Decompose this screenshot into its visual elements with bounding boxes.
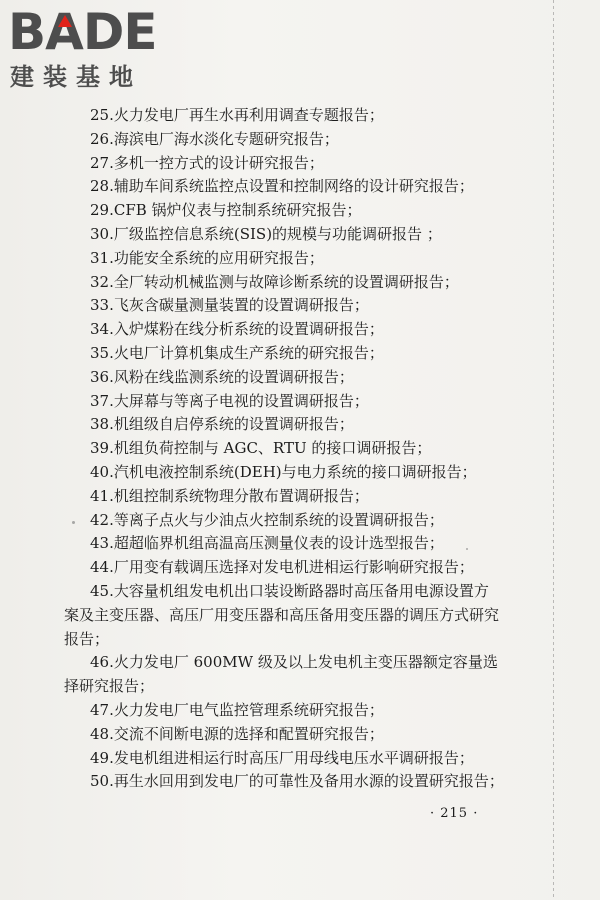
- item-number: 36: [90, 367, 110, 386]
- report-item: [0, 104, 520, 128]
- item-number: 41: [90, 486, 110, 505]
- item-text: 火电厂计算机集成生产系统的研究报告；: [113, 343, 384, 362]
- item-text: 再生水回用到发电厂的可靠性及备用水源的设置研究报告；: [113, 772, 504, 791]
- item-number-dot: .: [109, 320, 114, 339]
- item-number-dot: .: [109, 581, 114, 600]
- item-number: 32: [90, 272, 110, 291]
- item-number-dot: .: [109, 724, 114, 743]
- report-item: [0, 485, 520, 509]
- report-item: [0, 532, 520, 556]
- logo-tagline: 建装基地: [10, 63, 142, 91]
- item-number: 26: [90, 129, 110, 148]
- report-item: [0, 437, 520, 461]
- item-number-dot: .: [109, 248, 114, 267]
- item-text: 等离子点火与少油点火控制系统的设置调研报告；: [113, 510, 444, 529]
- item-number-dot: .: [109, 700, 114, 719]
- item-text: 大容量机组发电机出口装设断路器时高压备用电源设置方案及主变压器、高压厂用变压器和高压备用变压器的调压方式研究报告；: [64, 581, 500, 648]
- item-number: 33: [90, 296, 110, 315]
- page-number: · 215 ·: [430, 806, 479, 821]
- item-number: 35: [90, 343, 110, 362]
- item-text: 火力发电厂再生水再利用调查专题报告；: [113, 106, 384, 124]
- item-number-dot: .: [109, 272, 114, 291]
- item-number: 37: [90, 391, 110, 410]
- item-number-dot: .: [109, 748, 114, 767]
- item-number: 48: [90, 724, 110, 743]
- report-item: [0, 413, 520, 437]
- scan-edge-line: [553, 0, 554, 900]
- logo-wordmark: B A DE: [8, 3, 157, 61]
- report-item: [0, 580, 499, 651]
- report-item: [0, 461, 520, 485]
- item-number: 31: [90, 248, 110, 267]
- report-item: [0, 128, 520, 152]
- item-number-dot: .: [109, 177, 114, 196]
- item-number-dot: .: [109, 510, 114, 529]
- item-number: 46: [90, 653, 110, 672]
- item-number-dot: .: [109, 296, 114, 315]
- report-item: [0, 152, 520, 176]
- item-text: 机组控制系统物理分散布置调研报告；: [113, 486, 369, 505]
- item-number: 30: [90, 224, 110, 243]
- report-item: [0, 247, 520, 271]
- item-text: 多机一控方式的设计研究报告；: [113, 153, 324, 172]
- item-number: 38: [90, 415, 110, 434]
- item-text: 风粉在线监测系统的设置调研报告；: [113, 367, 354, 386]
- item-number-dot: .: [109, 439, 114, 458]
- item-number-dot: .: [109, 129, 114, 148]
- item-text: 汽机电液控制系统(DEH)与电力系统的接口调研报告；: [113, 462, 477, 481]
- item-text: 机组级自启停系统的设置调研报告；: [113, 415, 354, 434]
- item-number-dot: .: [109, 224, 114, 243]
- item-text: 辅助车间系统监控点设置和控制网络的设计研究报告；: [113, 177, 474, 196]
- item-text: CFB 锅炉仪表与控制系统研究报告；: [113, 201, 362, 220]
- item-text: 机组负荷控制与 AGC、RTU 的接口调研报告；: [113, 439, 432, 458]
- item-number: 34: [90, 320, 110, 339]
- item-number: 50: [90, 772, 110, 791]
- item-number-dot: .: [109, 462, 114, 481]
- item-number: 45: [90, 581, 110, 600]
- item-text: 厂级监控信息系统(SIS)的规模与功能调研报告 ；: [113, 224, 442, 243]
- item-text: 海滨电厂海水淡化专题研究报告；: [113, 129, 339, 148]
- item-number-dot: .: [109, 534, 114, 553]
- item-number-dot: .: [109, 343, 114, 362]
- item-number: 25: [90, 106, 110, 124]
- item-number-dot: .: [109, 653, 114, 672]
- item-number-dot: .: [109, 772, 114, 791]
- report-item: [0, 223, 520, 247]
- item-text: 交流不间断电源的选择和配置研究报告；: [113, 724, 384, 743]
- item-text: 飞灰含碳量测量装置的设置调研报告；: [113, 296, 369, 315]
- report-item: [0, 271, 520, 295]
- report-item: [0, 294, 520, 318]
- report-item: [0, 342, 520, 366]
- item-number-dot: .: [109, 391, 114, 410]
- item-number: 28: [90, 177, 110, 196]
- item-number-dot: .: [109, 486, 114, 505]
- report-item: [0, 366, 520, 390]
- item-text: 发电机组进相运行时高压厂用母线电压水平调研报告；: [113, 748, 474, 767]
- item-number-dot: .: [109, 201, 114, 220]
- item-number-dot: .: [109, 367, 114, 386]
- item-text: 功能安全系统的应用研究报告；: [113, 248, 324, 267]
- report-item: [0, 199, 520, 223]
- item-number: 47: [90, 700, 110, 719]
- report-item: [0, 556, 520, 580]
- item-number: 40: [90, 462, 110, 481]
- item-text: 厂用变有载调压选择对发电机进相运行影响研究报告；: [113, 558, 474, 577]
- scan-speck: [72, 521, 75, 524]
- item-number: 42: [90, 510, 110, 529]
- brand-logo: [8, 3, 178, 94]
- item-number: 29: [90, 201, 110, 220]
- item-number: 44: [90, 558, 110, 577]
- item-number: 43: [90, 534, 110, 553]
- item-text: 超超临界机组高温高压测量仪表的设计选型报告；: [113, 534, 444, 553]
- item-text: 全厂转动机械监测与故障诊断系统的设置调研报告；: [113, 272, 459, 291]
- item-number: 39: [90, 439, 110, 458]
- report-item: [0, 723, 520, 747]
- report-item: [0, 747, 520, 771]
- report-item: [0, 509, 520, 533]
- item-number: 49: [90, 748, 110, 767]
- item-text: 大屏幕与等离子电视的设置调研报告；: [113, 391, 369, 410]
- report-item: [0, 699, 520, 723]
- item-text: 入炉煤粉在线分析系统的设置调研报告；: [113, 320, 384, 339]
- item-number-dot: .: [109, 106, 114, 124]
- scan-speck: [466, 548, 468, 550]
- item-number-dot: .: [109, 415, 114, 434]
- report-item: [0, 318, 520, 342]
- report-item: [0, 651, 499, 699]
- item-number-dot: .: [109, 558, 114, 577]
- item-number: 27: [90, 153, 110, 172]
- report-item: [0, 390, 520, 414]
- item-text: 火力发电厂 600MW 级及以上发电机主变压器额定容量选择研究报告；: [64, 653, 498, 696]
- report-list: [0, 104, 520, 794]
- report-item: [0, 770, 520, 794]
- item-text: 火力发电厂电气监控管理系统研究报告；: [113, 700, 384, 719]
- item-number-dot: .: [109, 153, 114, 172]
- report-item: [0, 175, 520, 199]
